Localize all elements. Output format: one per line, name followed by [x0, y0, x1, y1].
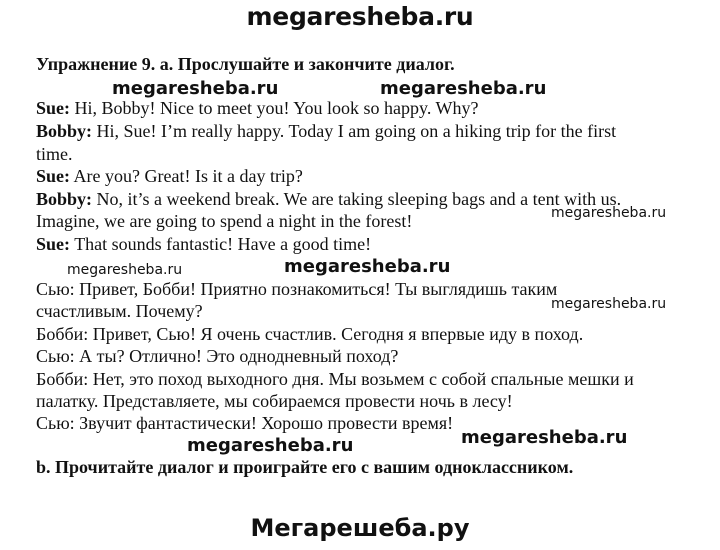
watermark: megaresheba.ru [284, 256, 451, 277]
dialogue-line-en: Bobby: No, it’s a weekend break. We are taking sleeping bags and a tent with us. [36, 189, 622, 209]
exercise-part-b: b. Прочитайте диалог и проиграйте его с вашим одноклассником. [36, 457, 574, 477]
dialogue-line-ru: Сью: Звучит фантастически! Хорошо провести время! [36, 413, 454, 433]
dialogue-line-en: Sue: Hi, Bobby! Nice to meet you! You look so happy. Why? [36, 98, 479, 118]
dialogue-line-ru: счастливым. Почему? [36, 301, 203, 321]
dialogue-line-en: Sue: Are you? Great! Is it a day trip? [36, 166, 303, 186]
watermark: megaresheba.ru [551, 296, 667, 312]
dialogue-line-ru: Бобби: Привет, Сью! Я очень счастлив. Сегодня я впервые иду в поход. [36, 324, 584, 344]
dialogue-line-en: Sue: That sounds fantastic! Have a good time! [36, 234, 372, 254]
watermark: megaresheba.ru [551, 205, 667, 221]
exercise-title: Упражнение 9. а. Прослушайте и закончите диалог. [36, 54, 455, 74]
dialogue-line-ru: Сью: А ты? Отлично! Это однодневный поход? [36, 346, 399, 366]
site-footer: Мегарешеба.ру [250, 514, 470, 542]
watermark: megaresheba.ru [112, 78, 279, 99]
watermark: megaresheba.ru [187, 435, 354, 456]
dialogue-line-ru: Бобби: Нет, это поход выходного дня. Мы возьмем с собой спальные мешки и [36, 369, 634, 389]
dialogue-line-ru: палатку. Представляете, мы собираемся провести ночь в лесу! [36, 391, 513, 411]
site-header: megaresheba.ru [246, 2, 474, 31]
dialogue-line-en: time. [36, 144, 73, 164]
dialogue-line-en: Imagine, we are going to spend a night in the forest! [36, 211, 413, 231]
dialogue-line-ru: Сью: Привет, Бобби! Приятно познакомиться! Ты выглядишь таким [36, 279, 558, 299]
dialogue-line-en: Bobby: Hi, Sue! I’m really happy. Today I am going on a hiking trip for the first [36, 121, 617, 141]
watermark: megaresheba.ru [461, 427, 628, 448]
watermark: megaresheba.ru [67, 262, 183, 278]
watermark: megaresheba.ru [380, 78, 547, 99]
